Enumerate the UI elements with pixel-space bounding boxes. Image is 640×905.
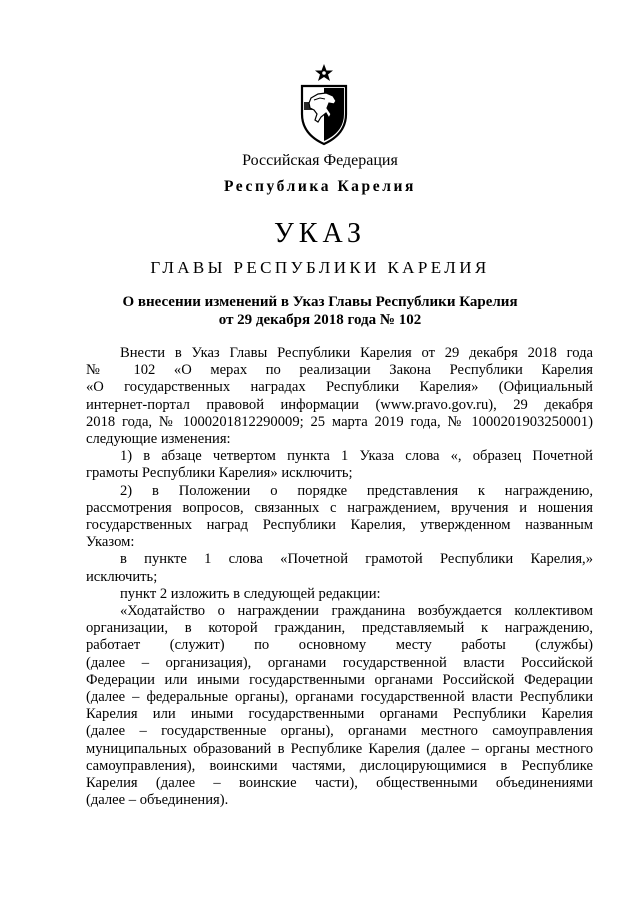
document-subtitle: ГЛАВЫ РЕСПУБЛИКИ КАРЕЛИЯ: [150, 258, 490, 277]
text-line: рассмотрения вопросов, связанных с награждением, вручения и ношения: [86, 499, 593, 516]
paragraph-item-2-continued: [86, 500, 593, 552]
text-line: (далее – организация), органами государственной власти Российской: [86, 654, 593, 671]
paragraph-point-1: [86, 551, 593, 568]
text-line: (далее – федеральные органы), органами государственной власти Республики: [86, 689, 593, 706]
text-line: самоуправления), воинскими частями, дислоцирующимися в Республике: [86, 757, 593, 774]
paragraph-new-text-continued: [86, 620, 593, 809]
republic-name: Республика Карелия: [223, 178, 417, 195]
paragraph-intro: [86, 345, 593, 362]
text-line: Указом:: [86, 534, 135, 551]
paragraph-item-1-continued: [86, 465, 593, 482]
text-line: «О государственных наградах Республики Карелия» (Официальный: [86, 379, 593, 396]
text-line: № 102 «О мерах по реализации Закона Республики Карелия: [86, 362, 593, 379]
text-line: пункт 2 изложить в следующей редакции:: [120, 585, 381, 602]
text-line: Федерации или иными государственными органами Российской Федерации: [86, 671, 593, 688]
document-heading: [0, 293, 640, 329]
text-line: (далее – объединения).: [86, 792, 229, 809]
text-line: 2018 года, № 1000201812290009; 25 марта 2019 года, № 1000201903250001): [86, 413, 593, 430]
text-line: муниципальных образований в Республике Карелия (далее – органы местного: [86, 740, 593, 757]
text-line: Карелия или иными государственными органами Республики Карелия: [86, 706, 593, 723]
text-line: 2) в Положении о порядке представления к награждению,: [120, 482, 593, 499]
document-body: [86, 345, 593, 809]
text-line: 1) в абзаце четвертом пункта 1 Указа слова «, образец Почетной: [120, 448, 593, 465]
text-line: «Ходатайство о награждении гражданина возбуждается коллективом: [120, 603, 593, 620]
heading-line-1: О внесении изменений в Указ Главы Республики Карелия: [122, 294, 518, 310]
text-line: государственных наград Республики Карелия, утвержденном названным: [86, 517, 593, 534]
paragraph-point-1-continued: [86, 569, 593, 586]
paragraph-item-1: [86, 448, 593, 465]
text-line: исключить;: [86, 568, 158, 585]
document-title: УКАЗ: [273, 218, 367, 249]
text-line: в пункте 1 слова «Почетной грамотой Республики Карелия,»: [120, 551, 593, 568]
text-line: грамоты Республики Карелия» исключить;: [86, 465, 353, 482]
text-line: организации, в которой гражданин, представляемый к награждению,: [86, 620, 593, 637]
heading-line-2: от 29 декабря 2018 года № 102: [218, 312, 422, 328]
text-line: Внести в Указ Главы Республики Карелия от 29 декабря 2018 года: [120, 345, 593, 361]
text-line: следующие изменения:: [86, 431, 231, 448]
text-line: Карелия (далее – воинские части), общественными объединениями: [86, 775, 593, 792]
text-line: (далее – государственные органы), органами местного самоуправления: [86, 723, 593, 740]
karelia-coat-of-arms-icon: [296, 62, 352, 146]
paragraph-intro-continued: [86, 362, 593, 448]
paragraph-point-2: [86, 586, 593, 603]
paragraph-new-text: [86, 603, 593, 620]
paragraph-item-2: [86, 483, 593, 500]
federation-name: Российская Федерация: [242, 152, 398, 169]
text-line: работает (служит) по основному месту работы (службы): [86, 637, 593, 654]
text-line: интернет-портал правовой информации (www.pravo.gov.ru), 29 декабря: [86, 396, 593, 413]
